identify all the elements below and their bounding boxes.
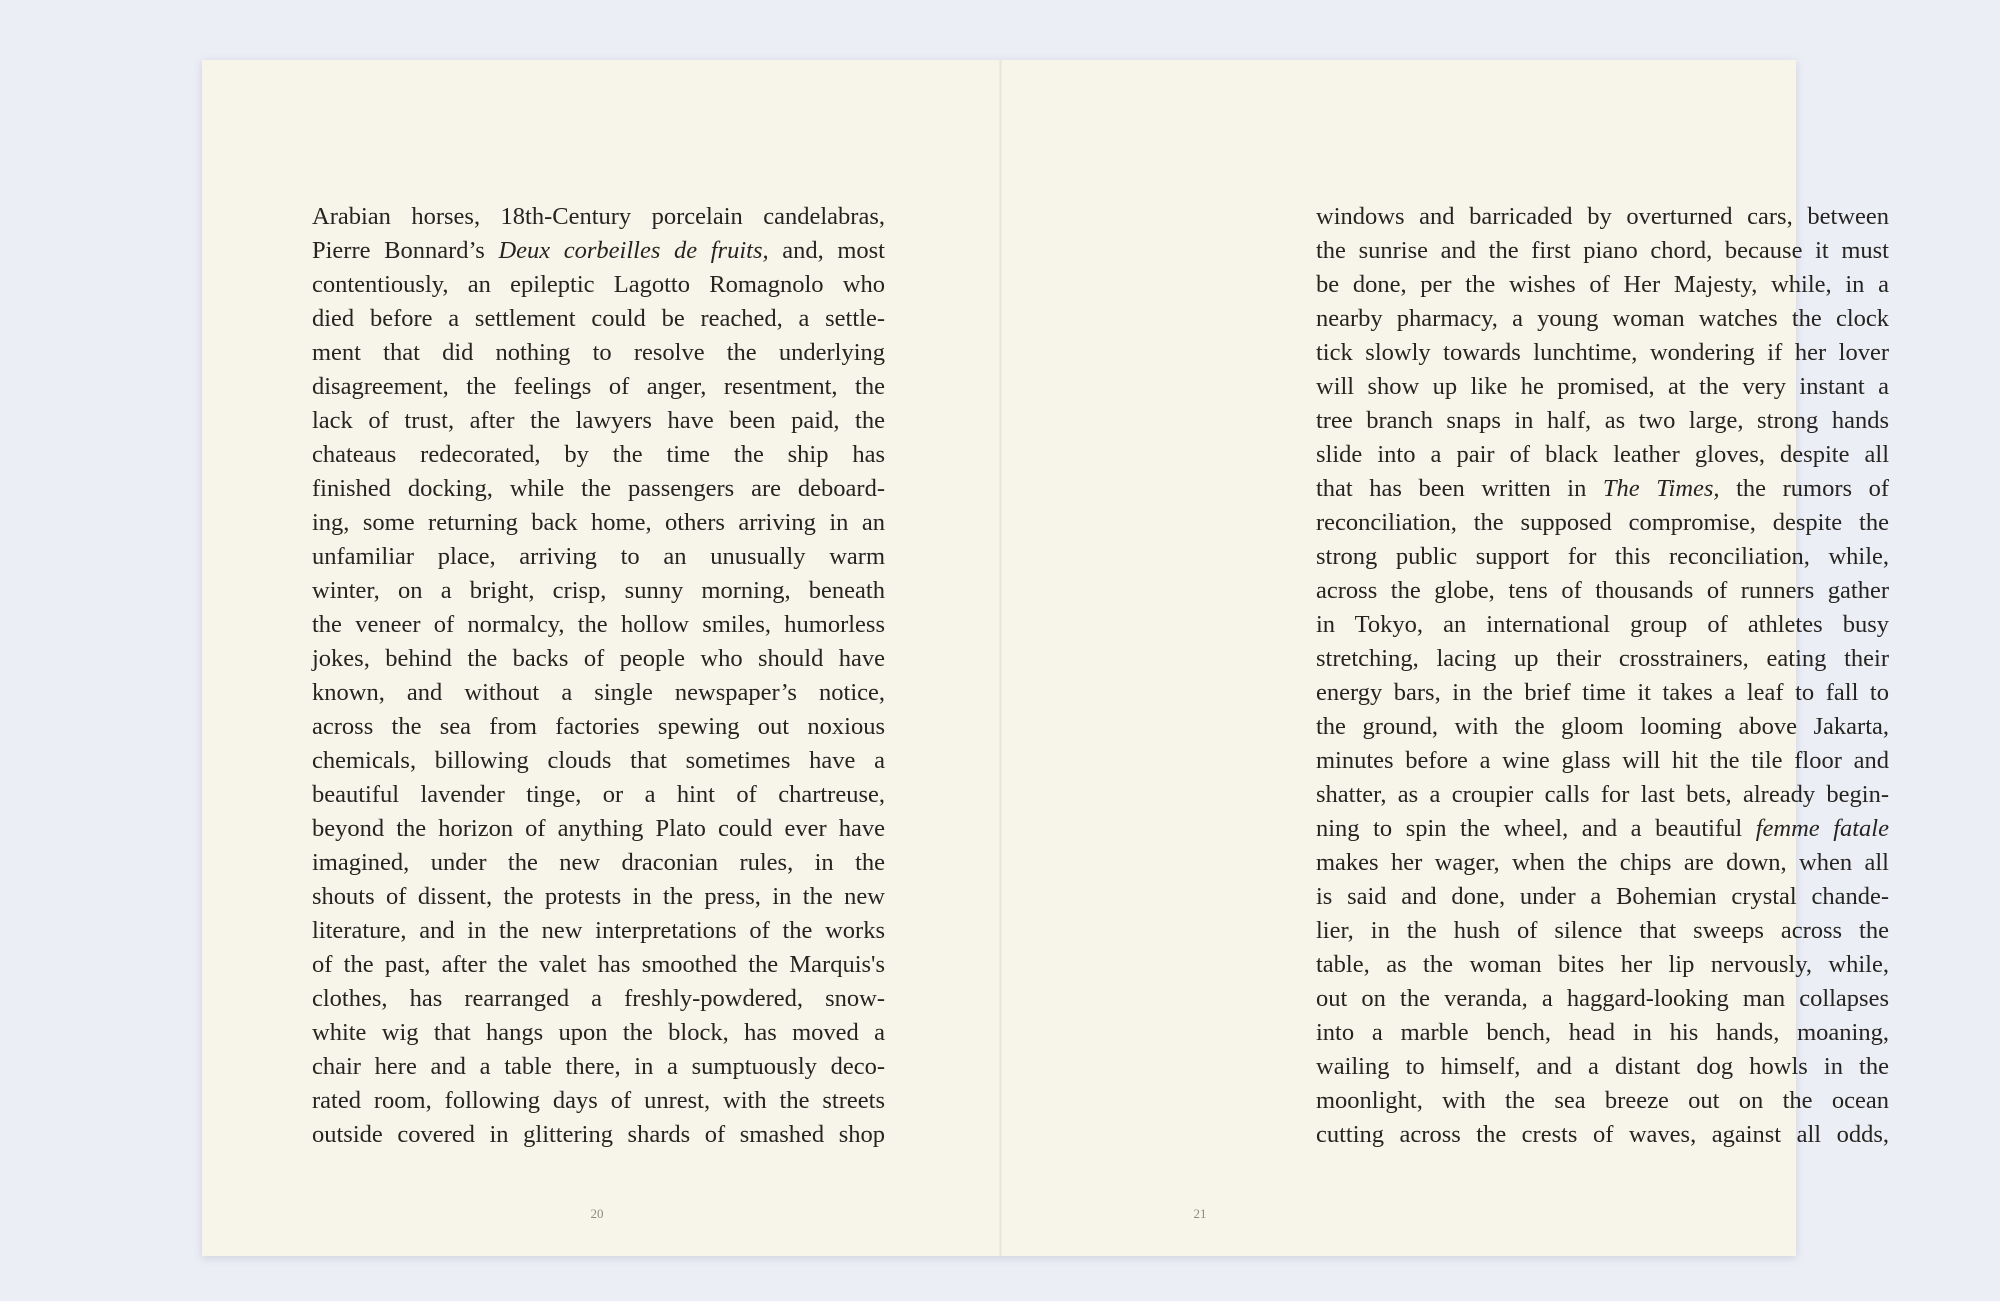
- italic-title-text: femme fatale: [1755, 815, 1889, 842]
- line-text: strong public support for this reconciliation, while,: [1316, 543, 1889, 570]
- line-text: energy bars, in the brief time it takes a leaf to fall to: [1316, 679, 1889, 706]
- text-line: [312, 540, 885, 574]
- line-text: chemicals, billowing clouds that sometimes have a: [312, 747, 885, 774]
- line-text: reconciliation, the supposed compromise, despite the: [1316, 509, 1889, 536]
- line-text: table, as the woman bites her lip nervously, while,: [1316, 951, 1889, 978]
- text-line: [1316, 948, 1889, 982]
- line-text: contentiously, an epileptic Lagotto Romagnolo who: [312, 271, 885, 298]
- line-text: across the globe, tens of thousands of runners gather: [1316, 577, 1889, 604]
- line-text: ning to spin the wheel, and a beautiful: [1316, 815, 1756, 842]
- text-line: [1316, 1016, 1889, 1050]
- italic-title-text: Deux corbeilles de fruits,: [498, 237, 769, 264]
- line-text: makes her wager, when the chips are down, when all: [1316, 849, 1889, 876]
- line-text: jokes, behind the backs of people who should have: [312, 645, 885, 672]
- line-text: beyond the horizon of anything Plato could ever have: [312, 815, 885, 842]
- line-text: windows and barricaded by overturned cars, between: [1316, 203, 1889, 230]
- text-line: [312, 914, 885, 948]
- line-text: shatter, as a croupier calls for last bets, already begin-: [1316, 781, 1889, 808]
- text-line: [312, 778, 885, 812]
- text-line: [1316, 574, 1889, 608]
- line-text: the veneer of normalcy, the hollow smiles, humorless: [312, 611, 885, 638]
- line-text: shouts of dissent, the protests in the press, in the new: [312, 883, 885, 910]
- line-text: known, and without a single newspaper’s notice,: [312, 679, 885, 706]
- text-line: [312, 982, 885, 1016]
- text-line: [312, 404, 885, 438]
- line-text: into a marble bench, head in his hands, moaning,: [1316, 1019, 1889, 1046]
- left-page-number: 20: [590, 1206, 604, 1221]
- line-text: outside covered in glittering shards of smashed shop: [312, 1121, 885, 1148]
- text-line: [312, 472, 885, 506]
- text-line: [312, 1118, 885, 1152]
- text-line: [312, 608, 885, 642]
- line-text: lier, in the hush of silence that sweeps across the: [1316, 917, 1889, 944]
- line-text: be done, per the wishes of Her Majesty, while, in a: [1316, 271, 1889, 298]
- line-text: died before a settlement could be reached, a settle-: [312, 305, 885, 332]
- text-line: [1316, 472, 1889, 506]
- text-line: [312, 948, 885, 982]
- line-text: beautiful lavender tinge, or a hint of chartreuse,: [312, 781, 885, 808]
- text-line: [312, 880, 885, 914]
- line-text: ment that did nothing to resolve the underlying: [312, 339, 885, 366]
- line-text: white wig that hangs upon the block, has moved a: [312, 1019, 885, 1046]
- text-line: [1316, 880, 1889, 914]
- text-line: [1316, 846, 1889, 880]
- text-line: [1316, 370, 1889, 404]
- line-text: tick slowly towards lunchtime, wondering if her lover: [1316, 339, 1889, 366]
- text-line: [312, 438, 885, 472]
- book-spread: [202, 60, 1889, 1256]
- line-text: literature, and in the new interpretations of the works: [312, 917, 885, 944]
- text-line: [1316, 642, 1889, 676]
- italic-title-text: The Times,: [1602, 475, 1720, 502]
- text-line: [312, 336, 885, 370]
- line-text: that has been written in: [1316, 475, 1603, 502]
- text-line: [312, 370, 885, 404]
- text-line: [1316, 302, 1889, 336]
- text-line: [312, 200, 885, 234]
- line-text: stretching, lacing up their crosstrainers, eating their: [1316, 645, 1889, 672]
- line-text: lack of trust, after the lawyers have been paid, the: [312, 407, 885, 434]
- text-line: [1316, 200, 1889, 234]
- text-line: [1316, 676, 1889, 710]
- line-text: chateaus redecorated, by the time the ship has: [312, 441, 885, 468]
- text-line: [1316, 1118, 1889, 1152]
- left-page: [202, 60, 999, 1256]
- text-line: [1316, 1084, 1889, 1118]
- line-text: nearby pharmacy, a young woman watches the clock: [1316, 305, 1889, 332]
- line-text: is said and done, under a Bohemian crystal chande-: [1316, 883, 1889, 910]
- text-line: [312, 1050, 885, 1084]
- line-text: Arabian horses, 18th-Century porcelain candelabras,: [312, 203, 885, 230]
- text-line: [312, 846, 885, 880]
- line-text: wailing to himself, and a distant dog howls in the: [1316, 1053, 1889, 1080]
- text-line: [312, 574, 885, 608]
- line-text: tree branch snaps in half, as two large, strong hands: [1316, 407, 1889, 434]
- text-line: [312, 234, 885, 268]
- text-line: [1316, 506, 1889, 540]
- line-text: and, most: [768, 237, 885, 264]
- text-line: [1316, 778, 1889, 812]
- text-line: [312, 642, 885, 676]
- text-line: [1316, 336, 1889, 370]
- line-text: of the past, after the valet has smoothed the Marquis's: [312, 951, 885, 978]
- line-text: imagined, under the new draconian rules, in the: [312, 849, 885, 876]
- text-line: [312, 268, 885, 302]
- line-text: out on the veranda, a haggard-looking man collapses: [1316, 985, 1889, 1012]
- line-text: moonlight, with the sea breeze out on the ocean: [1316, 1087, 1889, 1114]
- line-text: slide into a pair of black leather gloves, despite all: [1316, 441, 1889, 468]
- text-line: [312, 1084, 885, 1118]
- text-line: [1316, 744, 1889, 778]
- line-text: will show up like he promised, at the very instant a: [1316, 373, 1889, 400]
- text-line: [1316, 982, 1889, 1016]
- line-text: finished docking, while the passengers are deboard-: [312, 475, 885, 502]
- line-text: ing, some returning back home, others arriving in an: [312, 509, 885, 536]
- line-text: rated room, following days of unrest, with the streets: [312, 1087, 885, 1114]
- text-line: [312, 1016, 885, 1050]
- text-line: [1316, 268, 1889, 302]
- text-line: [1316, 812, 1889, 846]
- text-line: [1316, 914, 1889, 948]
- line-text: unfamiliar place, arriving to an unusually warm: [312, 543, 885, 570]
- text-line: [1316, 710, 1889, 744]
- text-line: [312, 676, 885, 710]
- line-text: the rumors of: [1719, 475, 1889, 502]
- text-line: [312, 302, 885, 336]
- line-text: winter, on a bright, crisp, sunny morning, beneath: [312, 577, 885, 604]
- line-text: across the sea from factories spewing out noxious: [312, 713, 885, 740]
- right-page-body-text: [1316, 200, 1889, 1152]
- text-line: [312, 506, 885, 540]
- text-line: [312, 710, 885, 744]
- line-text: in Tokyo, an international group of athletes busy: [1316, 611, 1889, 638]
- line-text: chair here and a table there, in a sumptuously deco-: [312, 1053, 885, 1080]
- line-text: Pierre Bonnard’s: [312, 237, 499, 264]
- right-page: [1002, 60, 1889, 1256]
- text-line: [1316, 234, 1889, 268]
- text-line: [1316, 540, 1889, 574]
- text-line: [1316, 608, 1889, 642]
- text-line: [1316, 1050, 1889, 1084]
- text-line: [1316, 438, 1889, 472]
- text-line: [1316, 404, 1889, 438]
- line-text: cutting across the crests of waves, against all odds,: [1316, 1121, 1889, 1148]
- line-text: minutes before a wine glass will hit the tile floor and: [1316, 747, 1889, 774]
- text-line: [312, 744, 885, 778]
- text-line: [312, 812, 885, 846]
- right-page-number: 21: [1193, 1206, 1207, 1221]
- line-text: disagreement, the feelings of anger, resentment, the: [312, 373, 885, 400]
- left-page-body-text: [312, 200, 885, 1152]
- line-text: the ground, with the gloom looming above Jakarta,: [1316, 713, 1889, 740]
- line-text: clothes, has rearranged a freshly-powdered, snow-: [312, 985, 885, 1012]
- line-text: the sunrise and the first piano chord, because it must: [1316, 237, 1889, 264]
